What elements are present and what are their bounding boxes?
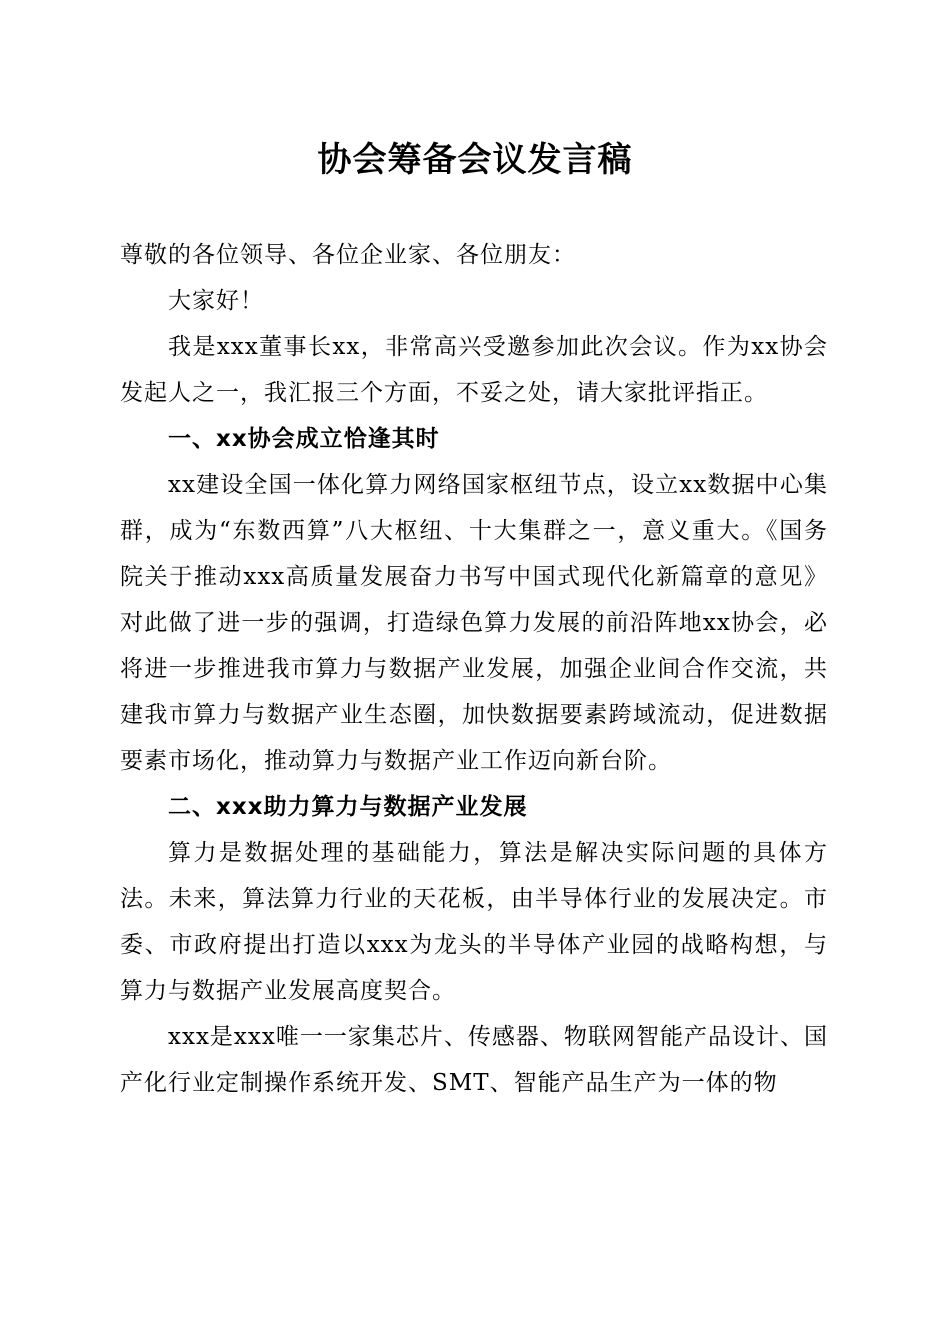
- section-2-paragraph-1: 算力是数据处理的基础能力，算法是解决实际问题的具体方法。未来，算法算力行业的天花板，由半导体行业的发展决定。市委、市政府提出打造以xxx为龙头的半导体产业园的战略构想，与算力与数据产业发展高度契合。: [120, 840, 828, 1004]
- intro-paragraph: 我是xxx董事长xx，非常高兴受邀参加此次会议。作为xx协会发起人之一，我汇报三个方面，不妥之处，请大家批评指正。: [120, 334, 828, 406]
- section-1-paragraph: xx建设全国一体化算力网络国家枢纽节点，设立xx数据中心集群，成为“东数西算”八大枢纽、十大集群之一，意义重大。《国务院关于推动xxx高质量发展奋力书写中国式现代化新篇章的意见》对此做了进一步的强调，打造绿色算力发展的前沿阵地xx协会，必将进一步推进我市算力与数据产业发展，加强企业间合作交流，共建我市算力与数据产业生态圈，加快数据要素跨域流动，促进数据要素市场化，推动算力与数据产业工作迈向新台阶。: [120, 472, 828, 774]
- document-title: 协会筹备会议发言稿: [317, 140, 633, 180]
- section-2-paragraph-2: xxx是xxx唯一一家集芯片、传感器、物联网智能产品设计、国产化行业定制操作系统开发、SMT、智能产品生产为一体的物: [120, 1024, 828, 1096]
- section-2-heading: 二、xxx助力算力与数据产业发展: [168, 794, 528, 820]
- salutation: 尊敬的各位领导、各位企业家、各位朋友：: [120, 242, 576, 268]
- section-1-heading: 一、xx协会成立恰逢其时: [168, 426, 440, 452]
- document-body: [120, 232, 828, 1106]
- greeting: 大家好！: [168, 288, 264, 314]
